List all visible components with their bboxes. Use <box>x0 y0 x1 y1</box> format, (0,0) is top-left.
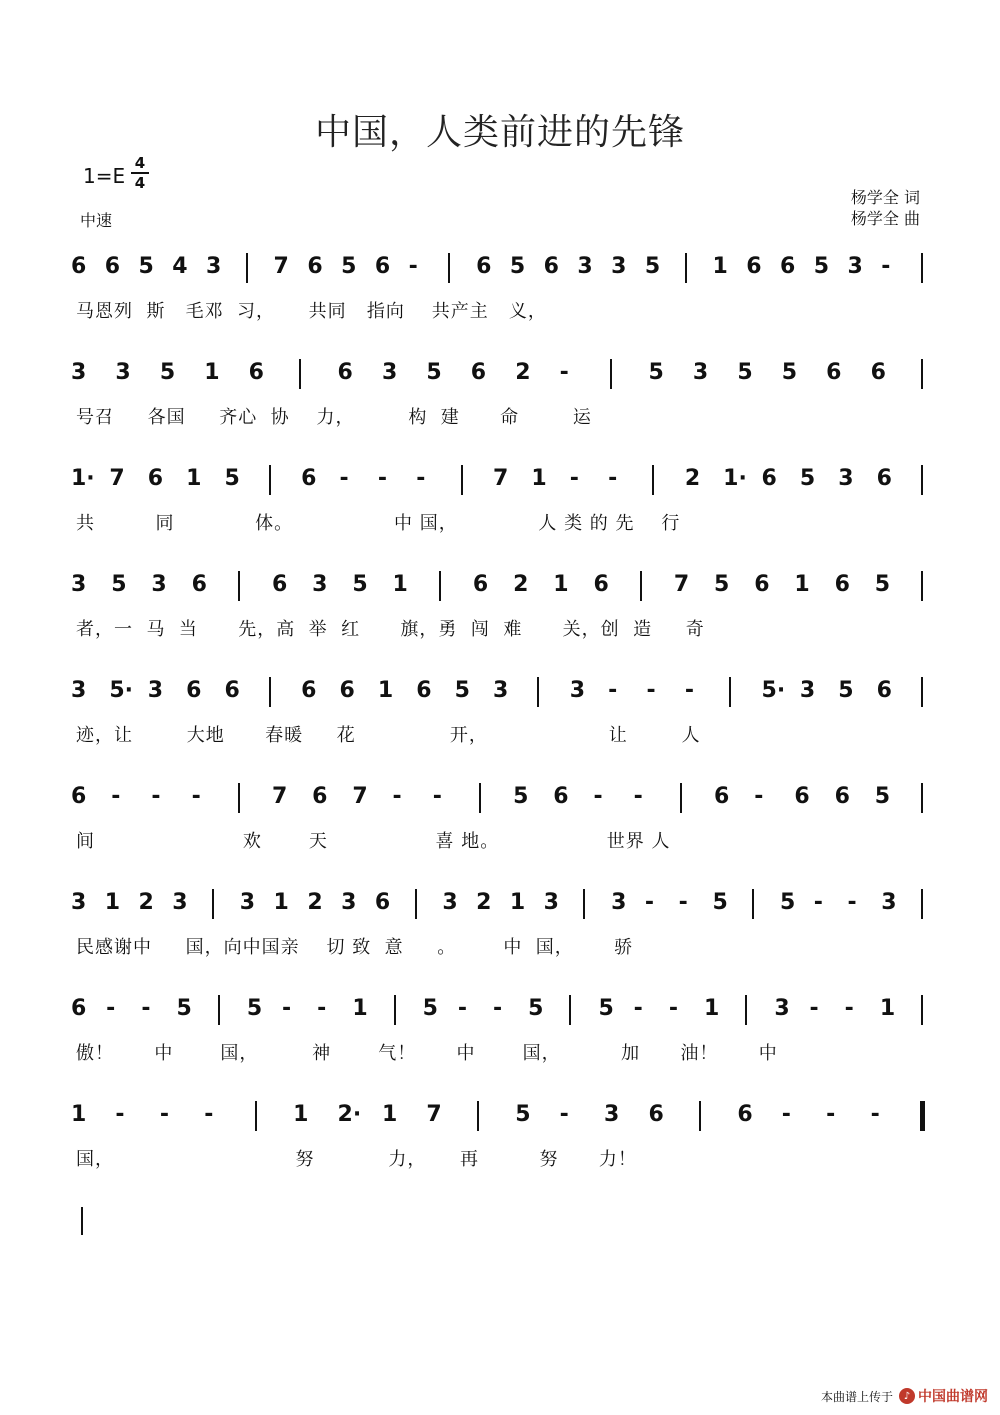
barline <box>461 465 463 495</box>
note: 5 <box>799 466 816 491</box>
note: 5 <box>598 996 614 1021</box>
barline <box>921 783 923 813</box>
dash: - <box>151 784 161 809</box>
note: 6 <box>746 254 762 279</box>
note: 5 <box>712 890 728 915</box>
site-logo-icon: ♪ <box>899 1388 915 1404</box>
note: 1 <box>509 890 526 915</box>
barline <box>479 783 481 813</box>
dash: - <box>633 784 643 809</box>
dash: - <box>826 1102 836 1127</box>
dash: - <box>668 996 678 1021</box>
note-line <box>0 989 1000 1029</box>
dash: - <box>881 254 891 279</box>
note: 5 <box>509 254 526 279</box>
barline <box>921 571 923 601</box>
note: 4 <box>172 254 188 279</box>
dash: - <box>633 996 643 1021</box>
dash: - <box>608 466 618 491</box>
barline <box>921 359 923 389</box>
note: 5 <box>352 572 368 597</box>
note: 5 <box>422 996 438 1021</box>
note: 1 <box>293 1102 309 1127</box>
dash: - <box>339 466 349 491</box>
dash: - <box>644 890 655 915</box>
note: 5 <box>781 360 798 385</box>
note-line <box>0 671 1000 711</box>
note: 1 <box>704 996 720 1021</box>
dash: - <box>608 678 618 703</box>
note: 5 <box>246 996 263 1021</box>
note: 3 <box>172 890 188 915</box>
note: 3 <box>611 254 627 279</box>
barline <box>921 677 923 707</box>
note: 5 <box>138 254 154 279</box>
note: 1· <box>71 466 95 491</box>
note: 6 <box>754 572 770 597</box>
dash: - <box>115 1102 125 1127</box>
note: 7 <box>352 784 368 809</box>
note: 6 <box>312 784 328 809</box>
note: 6 <box>416 678 432 703</box>
barline <box>745 995 747 1025</box>
note: 6 <box>593 572 609 597</box>
note: 5 <box>341 254 357 279</box>
barline <box>394 995 396 1025</box>
dash: - <box>493 996 503 1021</box>
note: 6 <box>648 1102 664 1127</box>
barline <box>238 783 240 813</box>
time-signature-bottom: 4 <box>134 174 146 192</box>
note: 1· <box>723 466 747 491</box>
note: 5 <box>515 1102 531 1127</box>
note: 1 <box>392 572 408 597</box>
barline <box>640 571 642 601</box>
dash: - <box>559 1102 569 1127</box>
barline <box>299 359 301 389</box>
footer <box>821 1386 988 1406</box>
note: 6 <box>307 254 323 279</box>
barline <box>246 253 248 283</box>
note: 5 <box>111 572 127 597</box>
barline <box>729 677 731 707</box>
note: 5 <box>838 678 854 703</box>
note: 5 <box>874 572 891 597</box>
note: 3 <box>312 572 328 597</box>
note: 1 <box>381 1102 398 1127</box>
dash: - <box>754 784 764 809</box>
dash: - <box>684 678 694 703</box>
note: 5 <box>454 678 470 703</box>
note: 6 <box>870 360 886 385</box>
note: 6 <box>71 996 87 1021</box>
note: 5· <box>761 678 786 703</box>
note: 6 <box>248 360 264 385</box>
note: 3 <box>147 678 164 703</box>
note: 3 <box>774 996 790 1021</box>
note: 7 <box>273 254 289 279</box>
note: 3 <box>71 572 87 597</box>
note: 1 <box>352 996 368 1021</box>
dash: - <box>282 996 292 1021</box>
lyric-line: 间 欢 天 喜 地。 世界 人 <box>76 831 671 852</box>
footer-text: 本曲谱上传于 <box>820 1389 893 1404</box>
note: 7 <box>426 1102 442 1127</box>
barline <box>680 783 682 813</box>
note: 5 <box>644 254 661 279</box>
note: 7 <box>673 572 690 597</box>
note: 6 <box>186 678 202 703</box>
lyric-line: 号召 各国 齐心 协 力， 构 建 命 运 <box>76 407 592 428</box>
time-signature-top: 4 <box>134 154 146 172</box>
dash: - <box>111 784 121 809</box>
dash: - <box>106 996 116 1021</box>
note: 6 <box>147 466 164 491</box>
dash: - <box>844 996 854 1021</box>
note: 3 <box>604 1102 620 1127</box>
dash: - <box>809 996 819 1021</box>
note: 6 <box>834 572 850 597</box>
barline <box>752 889 754 919</box>
note: 2 <box>476 890 492 915</box>
lyricist: 杨学全 词 <box>850 188 920 207</box>
note: 6 <box>476 254 492 279</box>
note: 6 <box>876 678 892 703</box>
lyric-line: 共 同 体。 中 国， 人 类 的 先 行 <box>76 513 681 534</box>
note: 5 <box>426 360 442 385</box>
note-line <box>0 565 1000 605</box>
note: 2 <box>138 890 154 915</box>
note: 6 <box>271 572 288 597</box>
note: 3 <box>381 360 398 385</box>
dash: - <box>416 466 426 491</box>
note: 3 <box>71 678 87 703</box>
note: 2 <box>307 890 323 915</box>
site-name: 中国曲谱网 <box>918 1389 988 1405</box>
note: 1 <box>273 890 289 915</box>
note: 3 <box>838 466 854 491</box>
barline <box>569 995 571 1025</box>
dash: - <box>781 1102 791 1127</box>
note: 7 <box>109 466 125 491</box>
note: 3 <box>206 254 222 279</box>
dash: - <box>317 996 327 1021</box>
note: 5· <box>109 678 134 703</box>
barline <box>448 253 450 283</box>
lyric-line: 傲！ 中 国， 神 气！ 中 国， 加 油！ 中 <box>76 1043 778 1064</box>
barline <box>238 571 240 601</box>
barline <box>218 995 220 1025</box>
note-line <box>0 777 1000 817</box>
barline <box>269 465 271 495</box>
time-signature <box>131 155 149 191</box>
note: 1 <box>879 996 896 1021</box>
dash: - <box>646 678 656 703</box>
credits <box>851 187 920 229</box>
note: 6 <box>794 784 810 809</box>
note: 6 <box>737 1102 753 1127</box>
lyric-line: 马恩列 斯 毛邓 习， 共同 指向 共产主 义， <box>76 301 547 322</box>
tempo-marking: 中速 <box>80 211 113 230</box>
note: 2· <box>337 1102 362 1127</box>
note: 3 <box>71 890 87 915</box>
barline <box>921 995 923 1025</box>
dash: - <box>593 784 603 809</box>
note: 6 <box>337 360 353 385</box>
dash: - <box>204 1102 214 1127</box>
note: 3 <box>239 890 256 915</box>
note: 6 <box>876 466 892 491</box>
lyric-line: 民感谢中 国，向中国亲 切 致 意 。 中 国， 骄 <box>76 937 634 958</box>
note: 3 <box>577 254 593 279</box>
dash: - <box>559 360 569 385</box>
barline <box>921 253 923 283</box>
note: 5 <box>513 784 529 809</box>
note: 6 <box>71 784 87 809</box>
note: 2 <box>684 466 701 491</box>
note: 6 <box>553 784 569 809</box>
note: 1 <box>104 890 121 915</box>
note: 3 <box>543 890 559 915</box>
lyric-line: 者，一 马 当 先，高 举 红 旗，勇 闯 难 关，创 造 奇 <box>76 619 705 640</box>
note: 3 <box>151 572 167 597</box>
note: 3 <box>847 254 863 279</box>
trailing-barline <box>81 1207 83 1235</box>
dash: - <box>392 784 402 809</box>
note: 5 <box>648 360 664 385</box>
note: 1 <box>553 572 569 597</box>
dash: - <box>870 1102 880 1127</box>
dash: - <box>408 254 418 279</box>
note: 1 <box>204 360 220 385</box>
note: 1 <box>71 1102 87 1127</box>
note: 7 <box>493 466 509 491</box>
note-line <box>0 247 1000 287</box>
note: 1 <box>186 466 202 491</box>
note-line <box>0 353 1000 393</box>
note: 1 <box>377 678 394 703</box>
note: 5 <box>528 996 544 1021</box>
barline <box>477 1101 479 1131</box>
barline <box>537 677 539 707</box>
dash: - <box>847 890 857 915</box>
note: 5 <box>737 360 753 385</box>
note: 2 <box>513 572 529 597</box>
note: 6 <box>301 678 317 703</box>
note: 3 <box>881 890 897 915</box>
barline <box>269 677 271 707</box>
dash: - <box>678 890 688 915</box>
note: 1 <box>531 466 547 491</box>
note-line <box>0 883 1000 923</box>
note: 3 <box>442 890 458 915</box>
barline <box>921 889 923 919</box>
barline <box>439 571 441 601</box>
dash: - <box>813 890 823 915</box>
note: 5 <box>714 572 730 597</box>
note: 6 <box>301 466 317 491</box>
note: 1 <box>794 572 810 597</box>
dash: - <box>432 784 442 809</box>
note: 3 <box>569 678 586 703</box>
song-title: 中国，人类前进的先锋 <box>314 112 685 153</box>
note: 3 <box>71 360 87 385</box>
note: 6 <box>71 254 87 279</box>
note: 3 <box>611 890 627 915</box>
note: 6 <box>374 890 391 915</box>
note: 6 <box>714 784 730 809</box>
note: 3 <box>493 678 509 703</box>
note: 5 <box>779 890 796 915</box>
note: 6 <box>761 466 777 491</box>
note: 3 <box>115 360 131 385</box>
barline <box>255 1101 257 1131</box>
note: 5 <box>874 784 891 809</box>
barline <box>652 465 654 495</box>
lyric-line: 迹，让 大地 春暖 花 开， 让 人 <box>76 725 701 746</box>
barline <box>685 253 687 283</box>
note: 1 <box>712 254 728 279</box>
lyric-line: 国， 努 力， 再 努 力！ <box>76 1149 637 1170</box>
composer: 杨学全 曲 <box>850 209 920 228</box>
note: 6 <box>470 360 487 385</box>
dash: - <box>569 466 579 491</box>
note: 6 <box>826 360 842 385</box>
note: 6 <box>104 254 121 279</box>
barline <box>699 1101 701 1131</box>
note: 5 <box>224 466 240 491</box>
final-barline <box>920 1101 925 1131</box>
note-line <box>0 459 1000 499</box>
note: 6 <box>374 254 391 279</box>
barline <box>415 889 417 919</box>
note: 6 <box>339 678 355 703</box>
key-signature: 1=E <box>83 164 126 188</box>
note: 3 <box>692 360 709 385</box>
dash: - <box>159 1102 169 1127</box>
note: 6 <box>779 254 796 279</box>
note: 5 <box>813 254 830 279</box>
barline <box>212 889 214 919</box>
dash: - <box>457 996 467 1021</box>
dash: - <box>191 784 201 809</box>
note: 7 <box>271 784 288 809</box>
dash: - <box>377 466 388 491</box>
note: 3 <box>341 890 357 915</box>
note-line <box>0 1095 1000 1135</box>
note: 6 <box>543 254 559 279</box>
barline <box>921 465 923 495</box>
barline <box>583 889 585 919</box>
note: 2 <box>515 360 531 385</box>
note: 5 <box>159 360 176 385</box>
dash: - <box>141 996 151 1021</box>
note: 6 <box>472 572 489 597</box>
note: 6 <box>191 572 207 597</box>
note: 5 <box>176 996 192 1021</box>
note: 6 <box>224 678 240 703</box>
site-logo <box>899 1386 988 1406</box>
note: 6 <box>834 784 850 809</box>
note: 3 <box>799 678 816 703</box>
barline <box>610 359 612 389</box>
